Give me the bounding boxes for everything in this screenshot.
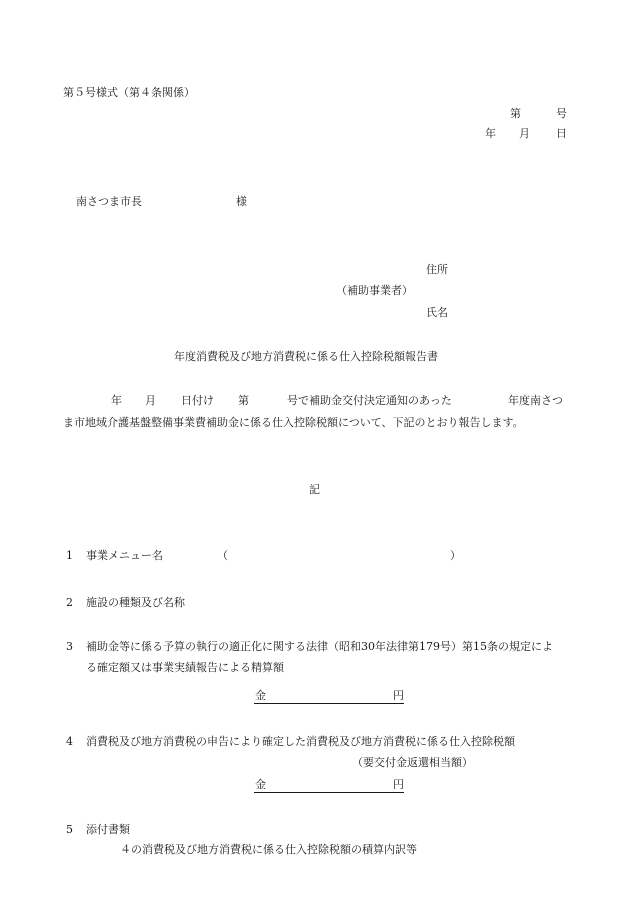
item-1-label: 事業メニュー名 [86, 549, 163, 562]
item-4-note: （要交付金返還相当額） [352, 756, 473, 769]
item-3-line1: 補助金等に係る予算の執行の適正化に関する法律（昭和30年法律第179号）第15条の規定によ [86, 640, 553, 653]
item-2-number: 2 [66, 596, 73, 609]
date-month: 月 [519, 127, 530, 140]
item-3-amount-line [254, 689, 404, 704]
item-1-close-paren: ） [450, 549, 461, 562]
form-label: 第５号様式（第４条関係） [63, 86, 195, 99]
body-day: 日付け [181, 394, 214, 407]
name-label: 氏名 [426, 306, 448, 319]
date-day: 日 [556, 127, 567, 140]
body-month: 月 [145, 394, 156, 407]
number-dai: 第 [510, 107, 521, 120]
item-5-number: 5 [66, 823, 73, 836]
address-label: 住所 [426, 263, 448, 276]
item-4-kin: 金 [255, 778, 266, 791]
body-year: 年 [111, 394, 122, 407]
number-go: 号 [556, 107, 567, 120]
item-2-label: 施設の種類及び名称 [86, 596, 185, 609]
addressee-city: 南さつま市長 [76, 195, 142, 208]
item-3-en: 円 [393, 689, 404, 702]
item-1-number: 1 [66, 549, 73, 562]
item-1-open-paren: （ [217, 549, 228, 562]
item-3-number: 3 [66, 640, 73, 653]
item-4-amount-line [254, 778, 404, 793]
document-title: 年度消費税及び地方消費税に係る仕入控除税額報告書 [174, 350, 438, 363]
item-5-label: 添付書類 [86, 823, 130, 836]
item-4-line1: 消費税及び地方消費税の申告により確定した消費税及び地方消費税に係る仕入控除税額 [86, 735, 515, 748]
body-line1-end: 年度南さつ [508, 394, 563, 407]
body-dai: 第 [238, 394, 249, 407]
applicant-role: （補助事業者） [336, 284, 413, 297]
item-4-en: 円 [393, 778, 404, 791]
date-year: 年 [485, 127, 496, 140]
item-3-kin: 金 [255, 689, 266, 702]
body-line1-rest: 号で補助金交付決定通知のあった [287, 394, 452, 407]
item-5-detail: ４の消費税及び地方消費税に係る仕入控除税額の積算内訳等 [120, 843, 417, 856]
item-4-number: 4 [66, 735, 73, 748]
ki-heading: 記 [309, 483, 320, 496]
body-line2: ま市地域介護基盤整備事業費補助金に係る仕入控除税額について、下記のとおり報告します。 [63, 416, 524, 429]
addressee-honorific: 様 [236, 195, 247, 208]
item-3-line2: る確定額又は事業実績報告による精算額 [86, 661, 284, 674]
